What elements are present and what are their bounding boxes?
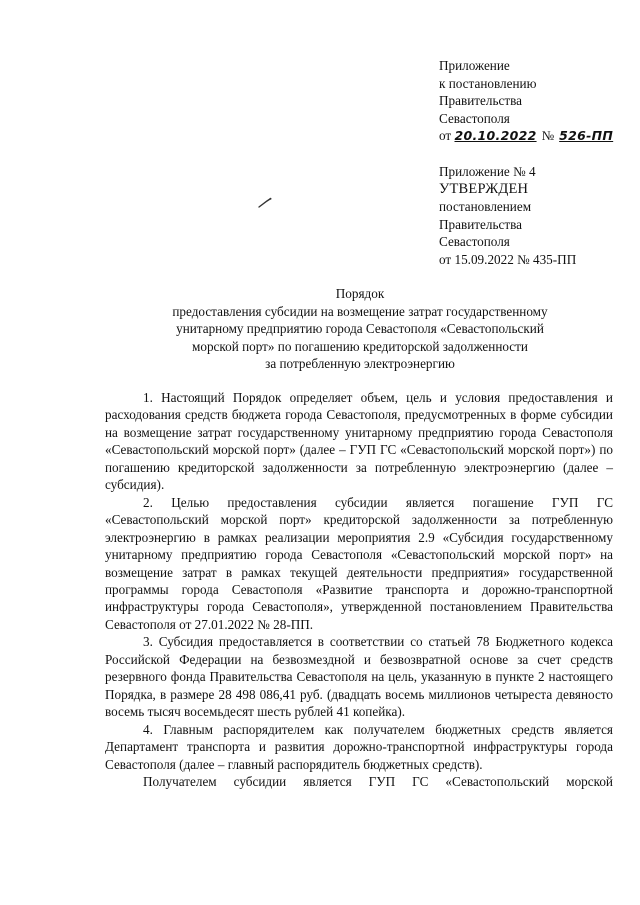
annex-line: Приложение bbox=[439, 58, 510, 73]
annex-block-approved bbox=[439, 163, 634, 269]
pen-mark-icon bbox=[257, 197, 273, 209]
annex-line: Севастополя bbox=[439, 110, 510, 126]
annex-line: Правительства bbox=[439, 93, 522, 109]
annex-date-line bbox=[439, 127, 634, 145]
handwritten-number: 526-ПП bbox=[559, 128, 614, 144]
document-body bbox=[105, 389, 613, 790]
annex-line: к постановлению bbox=[439, 75, 537, 91]
number-sign: № bbox=[541, 128, 555, 144]
annex-line: Правительства bbox=[439, 216, 522, 232]
annex-date-line: от 15.09.2022 № 435-ПП bbox=[439, 251, 577, 267]
title-heading: Порядок bbox=[335, 286, 385, 301]
title-line: морской порт» по погашению кредиторской задолженности bbox=[192, 338, 528, 354]
paragraph-3: 3. Субсидия предоставляется в соответствии со статьей 78 Бюджетного кодекса Российской Федерации на безвозмездной и безвозвратной основе за счет средств резервного фонда Правительства Севастополя на цель, указанную в пункте 2 настоящего Порядка, в размере 28 498 086,41 руб. (двадцать восемь миллионов четыреста девяносто восемь тысяч восемьдесят шесть рублей 41 копейка). bbox=[105, 634, 613, 720]
paragraph-2: 2. Целью предоставления субсидии является погашение ГУП ГС «Севастопольский морской порт» кредиторской задолженности за потребленную электроэнергию в рамках реализации мероприятия 2.9 «Субсидия государственному унитарному предприятию города Севастополя «Севастопольский морской порт» на возмещение затрат в рамках текущей деятельности предприятия» государственной программы города Севастополя «Развитие транспорта и дорожно-транспортной инфраструктуры города Севастополя», утвержденной постановлением Правительства Севастополя от 27.01.2022 № 28-ПП. bbox=[105, 494, 613, 632]
paragraph-5: Получателем субсидии является ГУП ГС «Севастопольский морской bbox=[143, 773, 613, 789]
annex-date-prefix: от bbox=[439, 128, 452, 144]
title-line: унитарному предприятию города Севастополя «Севастопольский bbox=[176, 321, 544, 337]
title-line: предоставления субсидии на возмещение затрат государственному bbox=[172, 303, 548, 319]
approved-label: УТВЕРЖДЕН bbox=[439, 180, 529, 197]
annex-number: Приложение № 4 bbox=[439, 164, 536, 179]
title-line: за потребленную электроэнергию bbox=[265, 356, 455, 372]
paragraph-1: 1. Настоящий Порядок определяет объем, цель и условия предоставления и расходования средств бюджета города Севастополя, предусмотренных в форме субсидии на возмещение затрат государственному унитарному предприятию города Севастополя «Севастопольский морской порт» (далее – ГУП ГС «Севастопольский морской порт») по погашению кредиторской задолженности за потребленную электроэнергию (далее – субсидия). bbox=[105, 390, 613, 493]
annex-line: постановлением bbox=[439, 199, 532, 215]
paragraph-4: 4. Главным распорядителем как получателем бюджетных средств является Департамент транспорта и развития дорожно-транспортной инфраструктуры города Севастополя (далее – главный распорядитель бюджетных средств). bbox=[105, 721, 613, 772]
document-title bbox=[120, 285, 600, 373]
annex-block-top bbox=[439, 57, 634, 145]
handwritten-date: 20.10.2022 bbox=[454, 128, 537, 144]
annex-line: Севастополя bbox=[439, 234, 510, 250]
